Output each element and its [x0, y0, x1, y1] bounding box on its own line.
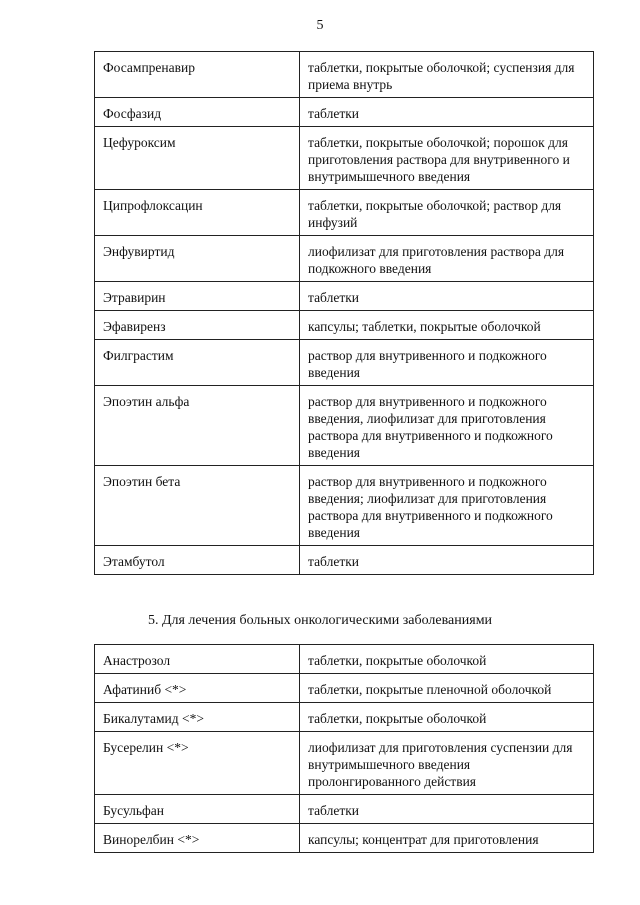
table-row [95, 52, 594, 98]
drug-name-cell: Цефуроксим [95, 127, 300, 190]
dosage-form-cell: таблетки [300, 795, 594, 824]
table-row [95, 795, 594, 824]
table-row [95, 703, 594, 732]
drug-name-cell: Бикалутамид <*> [95, 703, 300, 732]
table-row [95, 236, 594, 282]
dosage-form-cell: таблетки, покрытые оболочкой; раствор для инфузий [300, 190, 594, 236]
drug-name-cell: Бусульфан [95, 795, 300, 824]
dosage-form-cell: лиофилизат для приготовления суспензии для внутримышечного введения пролонгированного действия [300, 732, 594, 795]
table-row [95, 127, 594, 190]
table-row [95, 311, 594, 340]
page-number: 5 [316, 18, 324, 33]
dosage-form-cell: таблетки, покрытые оболочкой [300, 645, 594, 674]
drug-name-cell: Фосампренавир [95, 52, 300, 98]
table-row [95, 732, 594, 795]
section-heading: 5. Для лечения больных онкологическими заболеваниями [147, 613, 493, 628]
table-row [95, 674, 594, 703]
drug-table [94, 51, 594, 575]
table-row [95, 340, 594, 386]
dosage-form-cell: таблетки [300, 98, 594, 127]
table-row [95, 282, 594, 311]
drug-name-cell: Энфувиртид [95, 236, 300, 282]
table-row [95, 386, 594, 466]
dosage-form-cell: раствор для внутривенного и подкожного введения [300, 340, 594, 386]
dosage-form-cell: раствор для внутривенного и подкожного введения; лиофилизат для приготовления раствора для внутривенного и подкожного введения [300, 466, 594, 546]
dosage-form-cell: таблетки, покрытые оболочкой [300, 703, 594, 732]
drug-name-cell: Эфавиренз [95, 311, 300, 340]
table-row [95, 546, 594, 575]
table-row [95, 466, 594, 546]
dosage-form-cell: таблетки, покрытые оболочкой; суспензия для приема внутрь [300, 52, 594, 98]
drug-name-cell: Винорелбин <*> [95, 824, 300, 853]
drug-table [94, 644, 594, 853]
table-row [95, 645, 594, 674]
dosage-form-cell: лиофилизат для приготовления раствора для подкожного введения [300, 236, 594, 282]
dosage-form-cell: таблетки [300, 282, 594, 311]
table-row [95, 824, 594, 853]
drug-name-cell: Бусерелин <*> [95, 732, 300, 795]
table-row [95, 190, 594, 236]
drug-name-cell: Фосфазид [95, 98, 300, 127]
dosage-form-cell: капсулы; таблетки, покрытые оболочкой [300, 311, 594, 340]
dosage-form-cell: таблетки, покрытые оболочкой; порошок для приготовления раствора для внутривенного и внутримышечного введения [300, 127, 594, 190]
drug-name-cell: Этамбутол [95, 546, 300, 575]
drug-name-cell: Эпоэтин бета [95, 466, 300, 546]
dosage-form-cell: таблетки [300, 546, 594, 575]
dosage-form-cell: таблетки, покрытые пленочной оболочкой [300, 674, 594, 703]
drug-name-cell: Этравирин [95, 282, 300, 311]
table-row [95, 98, 594, 127]
dosage-form-cell: капсулы; концентрат для приготовления [300, 824, 594, 853]
drug-name-cell: Афатиниб <*> [95, 674, 300, 703]
drug-name-cell: Ципрофлоксацин [95, 190, 300, 236]
drug-name-cell: Эпоэтин альфа [95, 386, 300, 466]
dosage-form-cell: раствор для внутривенного и подкожного введения, лиофилизат для приготовления раствора для внутривенного и подкожного введения [300, 386, 594, 466]
drug-name-cell: Анастрозол [95, 645, 300, 674]
drug-name-cell: Филграстим [95, 340, 300, 386]
